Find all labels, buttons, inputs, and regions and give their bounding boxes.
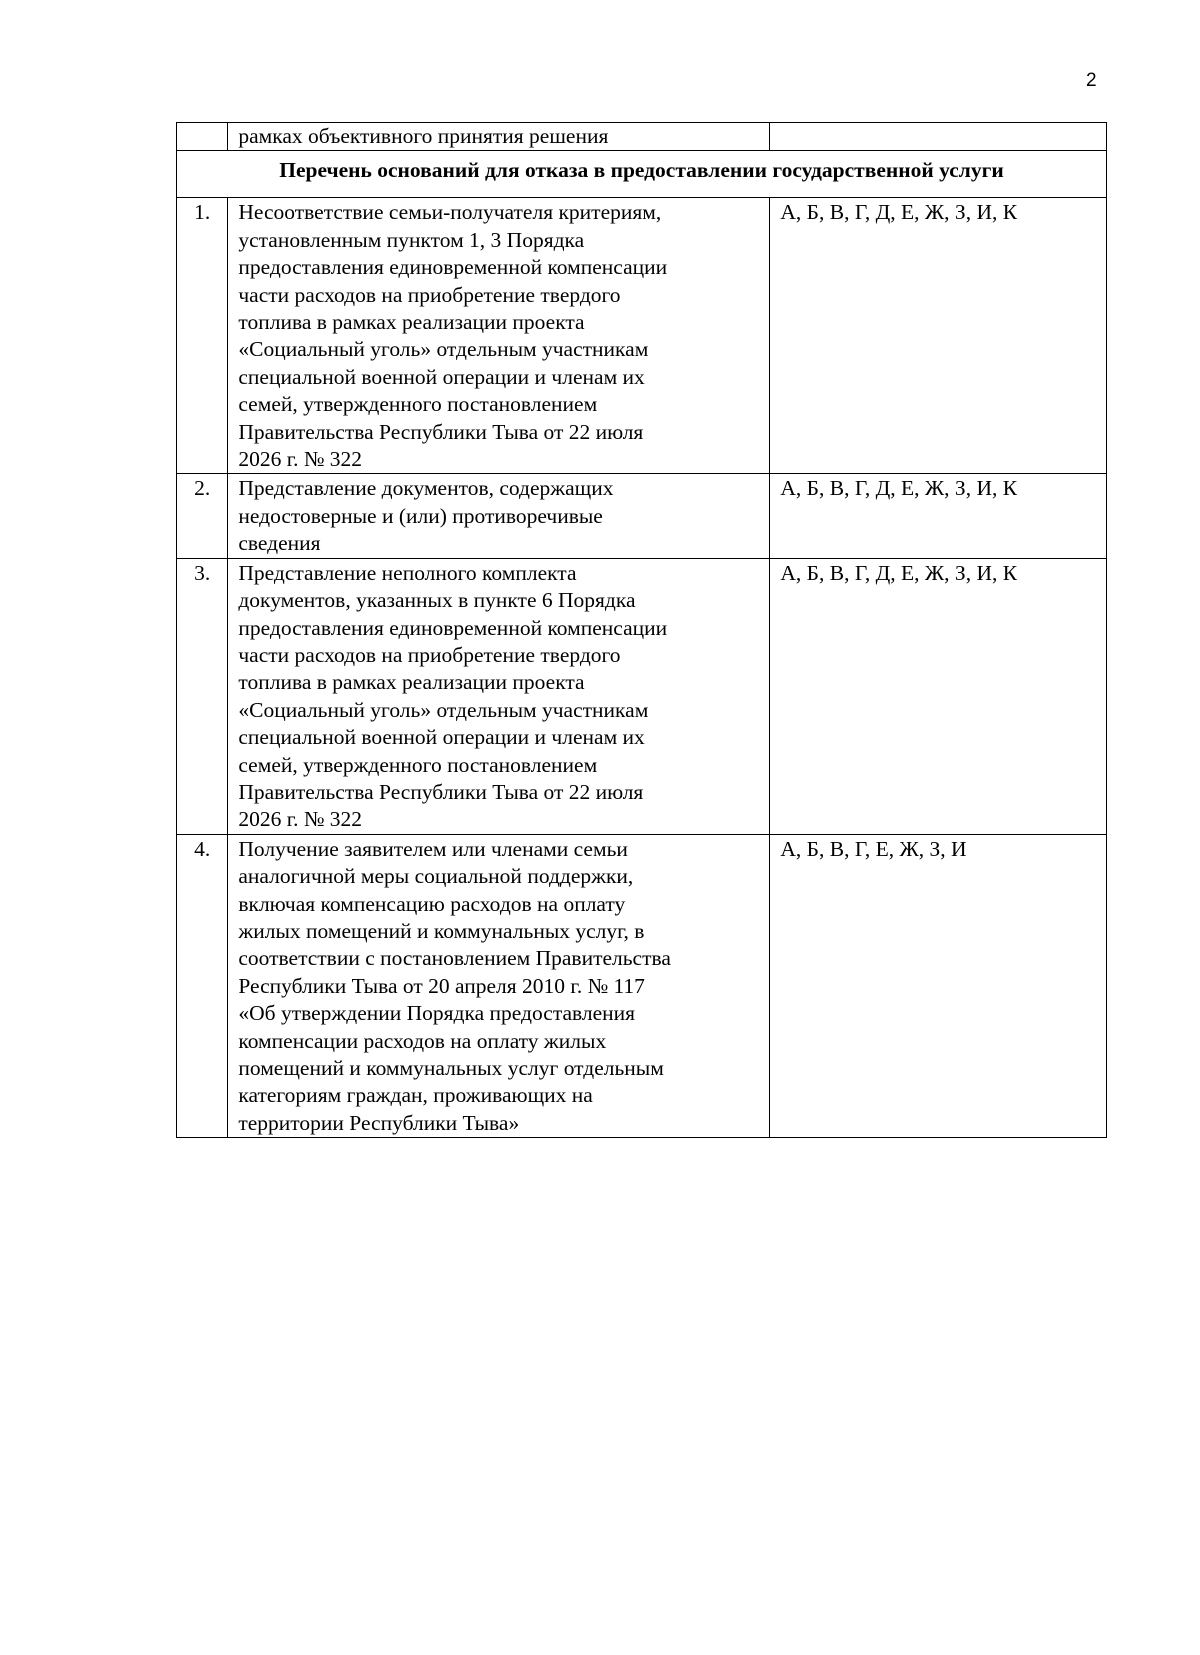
row-codes: А, Б, В, Г, Д, Е, Ж, З, И, К bbox=[770, 474, 1107, 558]
row-number: 2. bbox=[177, 474, 228, 558]
text-line: компенсации расходов на оплату жилых bbox=[238, 1028, 607, 1053]
table-row bbox=[177, 474, 1107, 558]
text-line: Правительства Республики Тыва от 22 июля bbox=[238, 779, 644, 804]
text-line: Представление неполного комплекта bbox=[238, 560, 577, 585]
text-line: установленным пунктом 1, 3 Порядка bbox=[238, 227, 585, 252]
table-cell-empty bbox=[770, 123, 1107, 151]
page-number: 2 bbox=[1086, 70, 1097, 91]
text-line: семей, утвержденного постановлением bbox=[238, 392, 598, 417]
text-line: семей, утвержденного постановлением bbox=[238, 752, 598, 777]
text-line: предоставления единовременной компенсации bbox=[238, 615, 668, 640]
text-line: специальной военной операции и членам их bbox=[238, 725, 645, 750]
grounds-table bbox=[176, 122, 1107, 1138]
text-line: топлива в рамках реализации проекта bbox=[238, 310, 585, 335]
text-line: специальной военной операции и членам их bbox=[238, 364, 645, 389]
table-row bbox=[177, 198, 1107, 474]
text-line: категориям граждан, проживающих на bbox=[238, 1083, 593, 1108]
table-row-continuation bbox=[177, 123, 1107, 151]
text-line: Правительства Республики Тыва от 22 июля bbox=[238, 419, 644, 444]
text-line: соответствии с постановлением Правительства bbox=[238, 946, 671, 971]
table-row bbox=[177, 558, 1107, 834]
text-line: части расходов на приобретение твердого bbox=[238, 642, 621, 667]
row-text bbox=[228, 558, 770, 834]
text-line: предоставления единовременной компенсации bbox=[238, 255, 668, 280]
row-codes: А, Б, В, Г, Д, Е, Ж, З, И, К bbox=[770, 198, 1107, 474]
text-line: топлива в рамках реализации проекта bbox=[238, 670, 585, 695]
text-line: документов, указанных в пункте 6 Порядка bbox=[238, 588, 636, 613]
text-line: части расходов на приобретение твердого bbox=[238, 282, 621, 307]
text-line: сведения bbox=[238, 531, 321, 556]
text-line: Представление документов, содержащих bbox=[238, 476, 614, 501]
table-cell-empty bbox=[177, 123, 228, 151]
text-line: 2026 г. № 322 bbox=[238, 807, 363, 832]
row-text bbox=[228, 834, 770, 1137]
row-number: 1. bbox=[177, 198, 228, 474]
text-line: аналогичной меры социальной поддержки, bbox=[238, 864, 634, 889]
text-line: «Социальный уголь» отдельным участникам bbox=[238, 697, 649, 722]
text-line: «Социальный уголь» отдельным участникам bbox=[238, 337, 649, 362]
text-line: Республики Тыва от 20 апреля 2010 г. № 117 bbox=[238, 973, 645, 998]
row-text bbox=[228, 198, 770, 474]
text-line: жилых помещений и коммунальных услуг, в bbox=[238, 918, 645, 943]
row-number: 4. bbox=[177, 834, 228, 1137]
row-codes: А, Б, В, Г, Д, Е, Ж, З, И, К bbox=[770, 558, 1107, 834]
table-row bbox=[177, 834, 1107, 1137]
text-line: территории Республики Тыва» bbox=[238, 1110, 520, 1135]
text-line: включая компенсацию расходов на оплату bbox=[238, 891, 626, 916]
text-line: недостоверные и (или) противоречивые bbox=[238, 503, 603, 528]
row-codes: А, Б, В, Г, Е, Ж, З, И bbox=[770, 834, 1107, 1137]
continuation-text: рамках объективного принятия решения bbox=[228, 123, 770, 151]
text-line: помещений и коммунальных услуг отдельным bbox=[238, 1056, 664, 1080]
text-line: «Об утверждении Порядка предоставления bbox=[238, 1001, 636, 1026]
table-row-heading bbox=[177, 151, 1107, 198]
section-heading: Перечень оснований для отказа в предоставлении государственной услуги bbox=[177, 151, 1107, 198]
text-line: 2026 г. № 322 bbox=[238, 447, 363, 472]
text-line: Несоответствие семьи-получателя критериям, bbox=[238, 200, 662, 225]
text-line: Получение заявителем или членами семьи bbox=[238, 836, 628, 861]
row-number: 3. bbox=[177, 558, 228, 834]
row-text bbox=[228, 474, 770, 558]
